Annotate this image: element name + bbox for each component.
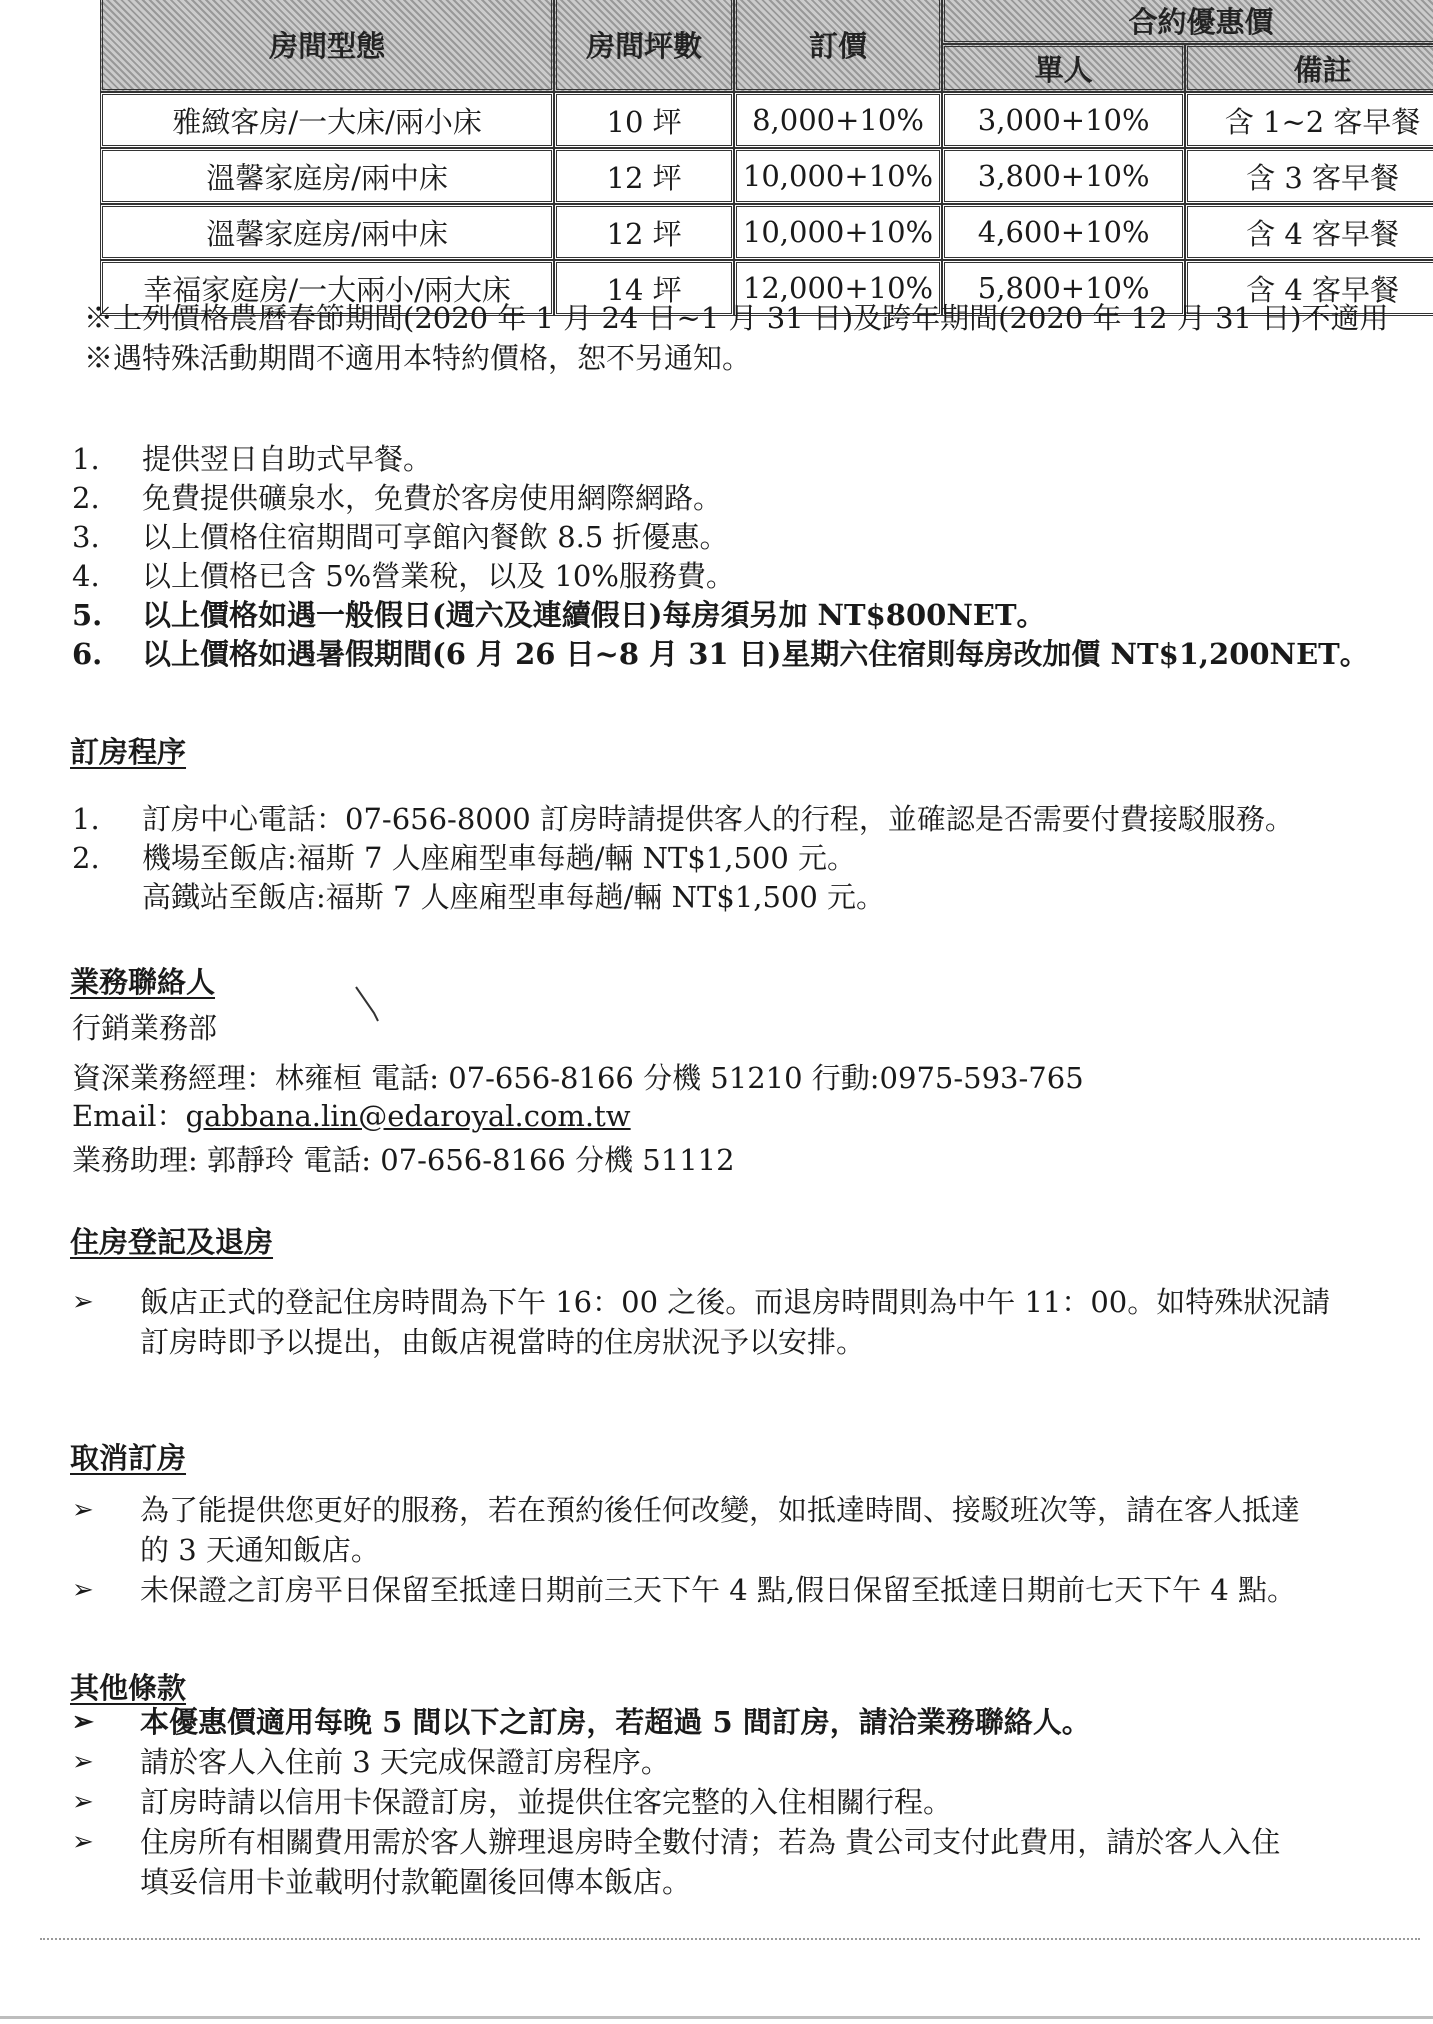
cell-single-price: 3,800+10%	[942, 148, 1185, 204]
header-room-size: 房間坪數	[554, 0, 734, 92]
cell-single-price: 5,800+10%	[942, 260, 1185, 316]
list-item	[68, 1742, 1280, 1782]
section-title-checkin: 住房登記及退房	[70, 1225, 274, 1259]
note-special-events: ※遇特殊活動期間不適用本特約價格，恕不另通知。	[84, 341, 752, 375]
list-item	[68, 1282, 1330, 1362]
cell-single-price: 3,000+10%	[942, 92, 1185, 148]
contact-email-line	[72, 1094, 631, 1135]
cell-room-size: 14 坪	[554, 260, 734, 316]
cancel-list	[68, 1490, 1300, 1610]
item-number: 2.	[72, 481, 100, 515]
list-item	[68, 1702, 1280, 1742]
cell-remark: 含 3 客早餐	[1185, 148, 1433, 204]
cell-remark: 含 1~2 客早餐	[1185, 92, 1433, 148]
email-label: Email：	[72, 1099, 186, 1133]
scan-page-edge	[0, 2016, 1433, 2019]
item-text: 以上價格住宿期間可享館內餐飲 8.5 折優惠。	[142, 520, 729, 554]
list-item	[72, 596, 1369, 635]
section-title-contact: 業務聯絡人	[70, 965, 216, 999]
email-link[interactable]: gabbana.lin@edaroyal.com.tw	[185, 1099, 631, 1133]
item-text: 高鐵站至飯店:福斯 7 人座廂型車每趟/輛 NT$1,500 元。	[142, 880, 886, 914]
pen-stroke-mark	[352, 985, 392, 1025]
arrow-bullet-icon: ➢	[72, 1747, 94, 1777]
checkin-list	[68, 1282, 1330, 1362]
item-number: 4.	[72, 559, 100, 593]
header-room-type: 房間型態	[100, 0, 554, 92]
item-text: 提供翌日自助式早餐。	[142, 442, 433, 476]
booking-list	[72, 800, 1294, 917]
contact-department: 行銷業務部	[72, 1011, 218, 1045]
cell-list-price: 12,000+10%	[734, 260, 942, 316]
table-row	[100, 92, 1433, 148]
cell-room-size: 12 坪	[554, 204, 734, 260]
item-text: 以上價格已含 5%營業稅，以及 10%服務費。	[142, 559, 735, 593]
item-text-line: 的 3 天通知飯店。	[140, 1533, 380, 1567]
cell-list-price: 8,000+10%	[734, 92, 942, 148]
item-number: 1.	[72, 802, 100, 836]
header-single: 單人	[942, 44, 1185, 92]
item-number: 2.	[72, 841, 100, 875]
room-rate-table	[100, 0, 1433, 316]
item-text: 以上價格如遇一般假日(週六及連續假日)每房須另加 NT$800NET。	[142, 598, 1046, 632]
list-item	[68, 1570, 1300, 1610]
cell-room-type: 溫馨家庭房/兩中床	[100, 148, 554, 204]
item-number: 6.	[72, 637, 103, 671]
list-item	[72, 518, 1369, 557]
cell-remark: 含 4 客早餐	[1185, 204, 1433, 260]
list-item	[72, 635, 1369, 674]
item-text-line: 訂房時請以信用卡保證訂房，並提供住客完整的入住相關行程。	[140, 1785, 953, 1819]
item-text-line: 住房所有相關費用需於客人辦理退房時全數付清；若為 貴公司支付此費用，請於客人入住	[140, 1825, 1281, 1859]
header-contract-price: 合約優惠價	[942, 0, 1433, 44]
arrow-bullet-icon: ➢	[72, 1707, 94, 1737]
header-remarks: 備註	[1185, 44, 1433, 92]
other-list	[68, 1702, 1280, 1902]
list-item	[72, 479, 1369, 518]
item-text: 以上價格如遇暑假期間(6 月 26 日~8 月 31 日)星期六住宿則每房改加價 NT$1,200NET。	[142, 637, 1369, 671]
cell-room-type: 幸福家庭房/一大兩小/兩大床	[100, 260, 554, 316]
arrow-bullet-icon: ➢	[72, 1787, 94, 1817]
list-item	[68, 1822, 1280, 1902]
cell-single-price: 4,600+10%	[942, 204, 1185, 260]
note-holiday-exclusion: ※上列價格農曆春節期間(2020 年 1 月 24 日~1 月 31 日)及跨年期間(2020 年 12 月 31 日)不適用	[84, 301, 1389, 335]
item-text-line: 訂房時即予以提出，由飯店視當時的住房狀況予以安排。	[140, 1325, 866, 1359]
contact-assistant: 業務助理: 郭靜玲 電話: 07-656-8166 分機 51112	[72, 1143, 735, 1177]
arrow-bullet-icon: ➢	[72, 1827, 94, 1857]
scan-dotted-line	[40, 1938, 1420, 1940]
cell-remark: 含 4 客早餐	[1185, 260, 1433, 316]
table-row	[100, 204, 1433, 260]
list-item	[68, 1782, 1280, 1822]
item-text-line: 飯店正式的登記住房時間為下午 16：00 之後。而退房時間則為中午 11：00。如特殊狀況請	[140, 1285, 1331, 1319]
item-number: 5.	[72, 598, 103, 632]
contact-manager: 資深業務經理：林雍桓 電話: 07-656-8166 分機 51210 行動:0975-593-765	[72, 1061, 1084, 1095]
cell-room-type: 雅緻客房/一大床/兩小床	[100, 92, 554, 148]
pen-stroke	[356, 987, 378, 1021]
item-number: 3.	[72, 520, 100, 554]
header-list-price: 訂價	[734, 0, 942, 92]
section-title-cancel: 取消訂房	[70, 1441, 187, 1475]
item-number: 1.	[72, 442, 100, 476]
arrow-bullet-icon: ➢	[72, 1575, 94, 1605]
section-title-other: 其他條款	[70, 1671, 187, 1705]
section-title-booking: 訂房程序	[70, 735, 187, 769]
arrow-bullet-icon: ➢	[72, 1287, 94, 1317]
item-text-line: 填妥信用卡並載明付款範圍後回傳本飯店。	[140, 1865, 692, 1899]
cell-list-price: 10,000+10%	[734, 148, 942, 204]
item-text-line: 請於客人入住前 3 天完成保證訂房程序。	[140, 1745, 670, 1779]
list-item	[72, 878, 1294, 917]
list-item	[72, 440, 1369, 479]
item-text-line: 為了能提供您更好的服務，若在預約後任何改變，如抵達時間、接駁班次等，請在客人抵達	[140, 1493, 1301, 1527]
item-text: 免費提供礦泉水，免費於客房使用網際網路。	[142, 481, 723, 515]
table-row	[100, 148, 1433, 204]
item-text-line: 本優惠價適用每晚 5 間以下之訂房，若超過 5 間訂房，請洽業務聯絡人。	[140, 1705, 1091, 1739]
cell-room-size: 10 坪	[554, 92, 734, 148]
cell-list-price: 10,000+10%	[734, 204, 942, 260]
item-text-line: 未保證之訂房平日保留至抵達日期前三天下午 4 點,假日保留至抵達日期前七天下午 4 點。	[140, 1573, 1296, 1607]
list-item	[72, 800, 1294, 839]
item-text: 機場至飯店:福斯 7 人座廂型車每趟/輛 NT$1,500 元。	[142, 841, 857, 875]
list-item	[72, 557, 1369, 596]
terms-list	[72, 440, 1369, 674]
cell-room-type: 溫馨家庭房/兩中床	[100, 204, 554, 260]
list-item	[68, 1490, 1300, 1570]
cell-room-size: 12 坪	[554, 148, 734, 204]
arrow-bullet-icon: ➢	[72, 1495, 94, 1525]
list-item	[72, 839, 1294, 878]
item-text: 訂房中心電話：07-656-8000 訂房時請提供客人的行程，並確認是否需要付費接駁服務。	[142, 802, 1294, 836]
